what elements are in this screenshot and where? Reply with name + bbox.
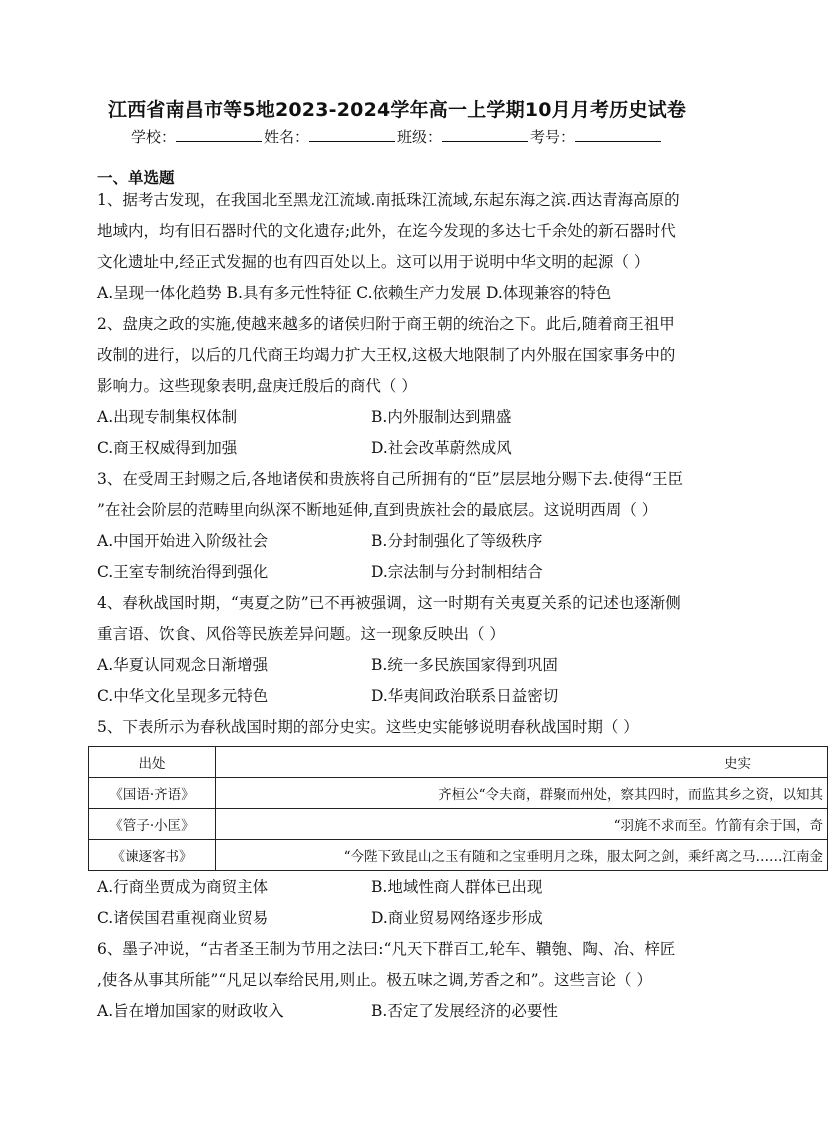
question-2-line-3: 影响力。这些现象表明,盘庚迁殷后的商代（ ） — [97, 377, 417, 395]
question-6-line-2: ,使各从事其所能”“凡足以奉给民用,则止。极五味之调,芳香之和”。这些言论（ ） — [97, 971, 652, 989]
school-blank[interactable] — [176, 127, 262, 142]
table-header-source: 出处 — [89, 747, 216, 778]
question-2-option-c: C.商王权威得到加强 — [97, 439, 238, 457]
table-header-fact: 史实 — [216, 747, 828, 778]
question-1-line-3: 文化遗址中,经正式发掘的也有四百处以上。这可以用于说明中华文明的起源（ ） — [97, 253, 650, 271]
table-cell-source: 《谏逐客书》 — [89, 840, 216, 871]
table-row — [89, 840, 828, 871]
question-3-option-c: C.王室专制统治得到强化 — [97, 563, 269, 581]
section-title: 一、单选题 — [97, 169, 175, 187]
question-2-line-1: 2、盘庚之政的实施,使越来越多的诸侯归附于商王朝的统治之下。此后,随着商王祖甲 — [97, 315, 675, 333]
question-3-option-b: B.分封制强化了等级秩序 — [371, 532, 543, 550]
table-row — [89, 809, 828, 840]
student-info-line — [0, 126, 794, 147]
exam-no-blank[interactable] — [575, 127, 661, 142]
question-2-line-2: 改制的进行，以后的几代商王均竭力扩大王权,这极大地限制了内外服在国家事务中的 — [97, 346, 676, 364]
question-4-option-d: D.华夷间政治联系日益密切 — [371, 687, 559, 705]
table-cell-source: 《管子·小匡》 — [89, 809, 216, 840]
question-2-option-b: B.内外服制达到鼎盛 — [371, 408, 512, 426]
question-4-option-c: C.中华文化呈现多元特色 — [97, 687, 269, 705]
table-cell-fact: “羽旄不求而至。竹箭有余于国，奇 — [216, 809, 828, 840]
name-label: 姓名： — [263, 128, 309, 146]
question-2-option-a: A.出现专制集权体制 — [97, 408, 238, 426]
question-4-option-b: B.统一多民族国家得到巩固 — [371, 656, 558, 674]
history-table — [88, 746, 828, 871]
question-5-option-d: D.商业贸易网络逐步形成 — [371, 909, 543, 927]
table-cell-source: 《国语·齐语》 — [89, 778, 216, 809]
name-blank[interactable] — [309, 127, 395, 142]
question-6-option-b: B.否定了发展经济的必要性 — [371, 1002, 558, 1020]
school-label: 学校： — [130, 128, 176, 146]
question-4-line-1: 4、春秋战国时期，“夷夏之防”已不再被强调，这一时期有关夷夏关系的记述也逐渐侧 — [97, 594, 681, 612]
question-1-options: A.呈现一体化趋势 B.具有多元性特征 C.依赖生产力发展 D.体现兼容的特色 — [97, 284, 612, 302]
question-4-line-2: 重言语、饮食、风俗等民族差异问题。这一现象反映出（ ） — [97, 625, 505, 643]
question-6-line-1: 6、墨子冲说，“古者圣王制为节用之法曰:“凡天下群百工,轮车、鞼匏、陶、冶、梓匠 — [97, 940, 676, 958]
table-cell-fact: “今陛下致昆山之玉有随和之宝垂明月之珠，服太阿之剑，乘纤离之马……江南金 — [216, 840, 828, 871]
question-3-option-a: A.中国开始进入阶级社会 — [97, 532, 269, 550]
question-1-line-1: 1、据考古发现，在我国北至黑龙江流域.南抵珠江流域,东起东海之滨.西达青海高原的 — [97, 191, 680, 209]
table-header-row — [89, 747, 828, 778]
question-5-option-b: B.地域性商人群体已出现 — [371, 878, 543, 896]
table-row — [89, 778, 828, 809]
question-5-option-a: A.行商坐贾成为商贸主体 — [97, 878, 269, 896]
exam-no-label: 考号： — [530, 128, 576, 146]
table-cell-fact: 齐桓公“令夫商，群聚而州处，察其四时，而监其乡之资，以知其 — [216, 778, 828, 809]
question-6-option-a: A.旨在增加国家的财政收入 — [97, 1002, 284, 1020]
exam-title: 江西省南昌市等5地2023-2024学年高一上学期10月月考历史试卷 — [107, 99, 687, 121]
question-5-line-1: 5、下表所示为春秋战国时期的部分史实。这些史实能够说明春秋战国时期（ ） — [97, 718, 639, 736]
class-blank[interactable] — [442, 127, 528, 142]
question-3-line-2: ”在社会阶层的范畴里向纵深不断地延伸,直到贵族社会的最底层。这说明西周（ ） — [97, 501, 658, 519]
question-3-option-d: D.宗法制与分封制相结合 — [371, 563, 543, 581]
question-1-line-2: 地域内，均有旧石器时代的文化遗存;此外，在迄今发现的多达七千余处的新石器时代 — [97, 222, 676, 240]
question-5-option-c: C.诸侯国君重视商业贸易 — [97, 909, 269, 927]
question-2-option-d: D.社会改革蔚然成风 — [371, 439, 512, 457]
class-label: 班级： — [397, 128, 443, 146]
question-3-line-1: 3、在受周王封赐之后,各地诸侯和贵族将自己所拥有的“臣”层层地分赐下去.使得“王臣 — [97, 470, 683, 488]
question-4-option-a: A.华夏认同观念日渐增强 — [97, 656, 269, 674]
